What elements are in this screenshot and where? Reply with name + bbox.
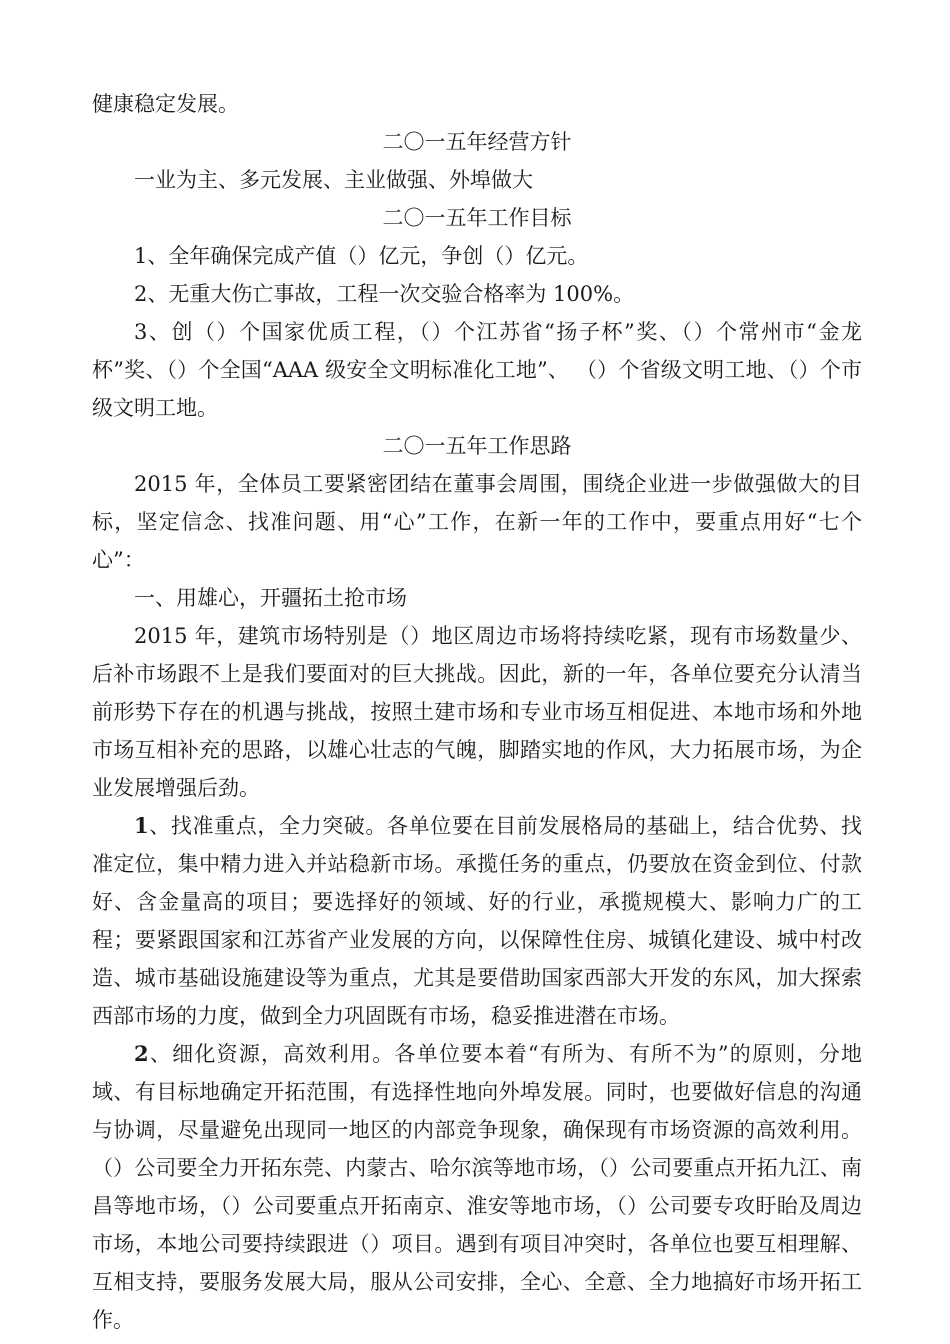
paragraph-continuation: 健康稳定发展。 xyxy=(92,92,239,116)
work-ideas-intro: 2015 年，全体员工要紧密团结在董事会周围，围绕企业进一步做强做大的目标，坚定信念、找准问题、用“心”工作，在新一年的工作中，要重点用好“七个心”： xyxy=(92,472,862,572)
item-1-text: 、找准重点，全力突破。各单位要在目前发展格局的基础上，结合优势、找准定位，集中精力进入并站稳新市场。承揽任务的重点，仍要放在资金到位、付款好、含金量高的项目；要选择好的领域、好的行业，承揽规模大、影响力广的工程；要紧跟国家和江苏省产业发展的方向，以保障性住房、城镇化建设、城中村改造、城市基础设施建设等为重点，尤其是要借助国家西部大开发的东风，加大探索西部市场的力度，做到全力巩固既有市场，稳妥推进潜在市场。 xyxy=(92,814,862,1028)
business-policy-text: 一业为主、多元发展、主业做强、外埠做大 xyxy=(134,168,533,192)
goal-item-2: 2、无重大伤亡事故，工程一次交验合格率为 100%。 xyxy=(134,282,635,306)
section-1-title: 一、用雄心，开疆拓土抢市场 xyxy=(134,586,407,610)
section-1-item-1 xyxy=(92,807,862,1035)
item-2-text: 、细化资源，高效利用。各单位要本着“有所为、有所不为”的原则，分地域、有目标地确定开拓范围，有选择性地向外埠发展。同时，也要做好信息的沟通与协调，尽量避免出现同一地区的内部竞争现象，确保现有市场资源的高效利用。（）公司要全力开拓东莞、内蒙古、哈尔滨等地市场，（）公司要重点开拓九江、南昌等地市场，（）公司要重点开拓南京、淮安等地市场，（）公司要专攻盱眙及周边市场，本地公司要持续跟进（）项目。遇到有项目冲突时，各单位也要互相理解、互相支持，要服务发展大局，服从公司安排，全心、全意、全力地搞好市场开拓工作。 xyxy=(92,1042,862,1332)
item-1-number: 1 xyxy=(134,813,149,838)
heading-work-goals: 二〇一五年工作目标 xyxy=(382,206,572,230)
document-body xyxy=(92,85,862,1339)
goal-item-3: 3、创（）个国家优质工程，（）个江苏省“扬子杯”奖、（）个常州市“金龙杯”奖、（）个全国“AAA 级安全文明标准化工地”、 （）个省级文明工地、（）个市级文明工地。 xyxy=(92,320,862,420)
section-1-item-2 xyxy=(92,1035,862,1339)
heading-work-ideas: 二〇一五年工作思路 xyxy=(382,434,572,458)
goal-item-1: 1、全年确保完成产值（）亿元，争创（）亿元。 xyxy=(134,244,589,268)
section-1-body: 2015 年，建筑市场特别是（）地区周边市场将持续吃紧，现有市场数量少、后补市场跟不上是我们要面对的巨大挑战。因此，新的一年，各单位要充分认清当前形势下存在的机遇与挑战，按照土建市场和专业市场互相促进、本地市场和外地市场互相补充的思路，以雄心壮志的气魄，脚踏实地的作风，大力拓展市场，为企业发展增强后劲。 xyxy=(92,624,862,800)
heading-business-policy: 二〇一五年经营方针 xyxy=(382,130,572,154)
item-2-number: 2 xyxy=(134,1041,149,1066)
